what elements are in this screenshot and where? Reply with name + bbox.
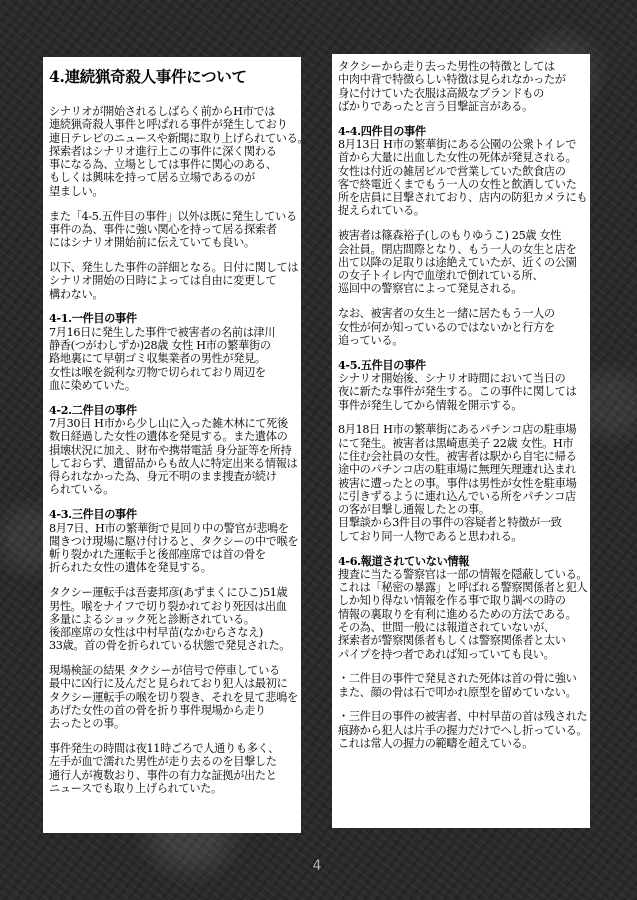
text-line: 会社員。閉店間際となり、もう一人の女生と店を — [338, 242, 577, 256]
right-column-body — [338, 60, 588, 751]
text-line: なお、被害者の女生と一緒に居たもう一人の — [338, 307, 555, 321]
text-line: 巡回中の警察官によって発見される。 — [338, 282, 523, 296]
text-line: タクシーから走り去った男性の特徴としては — [338, 60, 555, 73]
text-line: にはシナリオ開始前に伝えていても良い。 — [49, 236, 255, 250]
paragraph — [338, 423, 584, 543]
text-line: 捉えられている。 — [338, 204, 425, 218]
subsection-heading: 4-1.一件目の事件 — [49, 311, 137, 326]
paragraph — [49, 260, 299, 301]
text-line: 男性。喉をナイフで切り裂かれており死因は出血 — [49, 599, 287, 613]
text-line: の客が目撃し通報したとの事。 — [338, 503, 490, 517]
paragraph — [49, 210, 295, 250]
text-line: 斬り裂かれた運転手と後部座席では首の骨を — [49, 548, 266, 562]
page-number: 4 — [312, 858, 322, 874]
text-line: 多量によるショック死と診断されている。 — [49, 612, 255, 626]
text-line: 捜査に当たる警察官は一部の情報を隠蔽している。 — [338, 567, 588, 581]
text-line: 損壊状況に加え、財布や携帯電話 身分証等を所持 — [49, 443, 292, 457]
text-line: 得られなかった為、身元不明のまま捜査が続け — [49, 470, 277, 484]
text-line: 身に付けていた衣服は高級なブランドもの — [338, 86, 544, 100]
text-line: 望ましい。 — [49, 184, 104, 198]
text-line: 探索者が警察関係者もしくは警察関係者と太い — [338, 634, 566, 648]
text-line: 去ったとの事。 — [49, 717, 125, 731]
paragraph — [49, 742, 295, 795]
text-line: 以下、発生した事件の詳細となる。日付に関しては — [49, 260, 299, 274]
text-line: また「4-5.五件目の事件」以外は既に発生している — [49, 209, 297, 223]
text-line: ・二件目の事件で発見された死体は首の骨に強い — [338, 672, 577, 686]
subsection-heading: 4-4.四件目の事件 — [338, 123, 426, 138]
text-line: 7月16日に発生した事件で被害者の名前は津川 — [49, 325, 276, 339]
text-line: にて発生。被害者は黒崎恵美子 22歳 女性。H市 — [338, 436, 574, 450]
text-line: もしくは興味を持って居る立場であるのが — [49, 171, 255, 185]
right-text-panel — [332, 54, 590, 828]
text-line: 女性は付近の雑居ビルで営業していた飲食店の — [338, 164, 566, 178]
text-line: シナリオが開始されるしばらく前からH市では — [49, 105, 276, 118]
subsection-heading: 4-6.報道されていない情報 — [338, 553, 470, 568]
text-line: ニュースでも取り上げられていた。 — [49, 782, 222, 796]
text-line: の女子トイレ内で血塗れで倒れている所、 — [338, 269, 544, 283]
text-line: 7月30日 H市から少し山に入った雑木林にて死後 — [49, 416, 288, 430]
paragraph — [49, 105, 309, 198]
paragraph — [338, 553, 588, 661]
text-line: 女性が何か知っているのではないかと行方を — [338, 320, 555, 334]
text-line: これは「秘密の暴露」と呼ばれる警察関係者と犯人 — [338, 581, 588, 595]
text-line: 折られた女性の遺体を発見する。 — [49, 561, 212, 575]
text-line: ばかりであったと言う目撃証言がある。 — [338, 99, 533, 113]
paragraph — [49, 586, 295, 652]
section-title: 4.連続猟奇殺人事件について — [49, 67, 247, 86]
text-line: 出て以降の足取りは途絶えていたが、近くの公園 — [338, 255, 577, 269]
text-line: 途中のパチンコ店の駐車場に無理矢理連れ込まれ — [338, 463, 576, 477]
text-line: 左手が血で濡れた男性が走り去るのを目撃した — [49, 755, 277, 769]
text-line: 情報の裏取りを有利に進めるための方法である。 — [338, 607, 577, 621]
text-line: 被害に遭ったとの事。事件は男性が女性を駐車場 — [338, 476, 577, 490]
text-line: 女性は喉を鋭利な刃物で切られており周辺を — [49, 365, 266, 379]
text-line: 路地裏にて早朝ゴミ収集業者の男性が発見。 — [49, 352, 266, 366]
paragraph — [338, 60, 584, 113]
text-line: その為、世間一般には報道されていないが、 — [338, 620, 555, 634]
left-text-panel — [43, 57, 309, 833]
paragraph — [49, 312, 295, 392]
text-line: 8月13日 H市の繁華街にある公園の公衆トイレで — [338, 137, 577, 151]
text-line: 中肉中背で特徴らしい特徴は見られなかったが — [338, 73, 566, 87]
text-line: しており同一人物であると思われる。 — [338, 529, 523, 543]
text-line: しか知り得ない情報を作る事で取り調べの時の — [338, 594, 566, 608]
text-line: に住む会社員の女性。被害者は駅から自宅に帰る — [338, 449, 577, 463]
text-line: 事件が発生してから情報を開示する。 — [338, 398, 523, 412]
paragraph — [49, 664, 298, 731]
paragraph — [338, 307, 584, 347]
text-line: 連続猟奇殺人事件と呼ばれる事件が発生しており — [49, 118, 288, 132]
text-line: 通行人が複数おり、事件の有力な証拠が出たと — [49, 768, 277, 782]
paragraph — [338, 123, 588, 218]
text-line: 連日テレビのニュースや新聞に取り上げられている。 — [49, 131, 309, 145]
text-line: あげた女性の首の骨を折り事件現場から走り — [49, 704, 266, 718]
text-line: 数日経過した女性の遺体を発見する。また遺体の — [49, 430, 288, 444]
text-line: しておらず、遺留品からも故人に特定出来る情報は — [49, 456, 298, 470]
text-line: パイプを持つ者であれば知っていても良い。 — [338, 647, 555, 661]
text-line: 事件の為、事件に強い関心を持って居る探索者 — [49, 222, 277, 236]
text-line: 血に染めていた。 — [49, 378, 136, 392]
text-line: タクシー運転手の喉を切り裂き、それを見て悲鳴を — [49, 690, 298, 704]
paragraph — [338, 229, 584, 295]
text-line: 目撃談から3件目の事件の容疑者と特徴が一致 — [338, 516, 562, 530]
text-line: 痕跡から犯人は片手の握力だけでへし折っている。 — [338, 723, 588, 737]
text-line: また、顔の骨は石で叩かれ原型を留めていない。 — [338, 685, 577, 699]
left-column-body — [49, 105, 309, 796]
text-line: 後部座席の女性は中村早苗(なかむらさなえ) — [49, 626, 263, 640]
paragraph — [338, 710, 588, 751]
text-line: 客で終電近くまでもう一人の女性と飲酒していた — [338, 177, 577, 191]
text-line: 8月18日 H市の繁華街にあるパチンコ店の駐車場 — [338, 423, 577, 437]
paragraph — [338, 359, 584, 412]
text-line: 聞きつけ現場に駆け付けると、タクシーの中で喉を — [49, 534, 299, 548]
text-line: 現場検証の結果 タクシーが信号で停車している — [49, 664, 280, 678]
text-line: 探索者はシナリオ進行上この事件に深く関わる — [49, 144, 277, 158]
text-line: ・三件目の事件の被害者、中村早苗の首は残された — [338, 710, 588, 724]
text-line: 33歳。首の骨を折られている状態で発見された。 — [49, 639, 291, 653]
paragraph — [338, 672, 584, 699]
text-line: 事になる為、立場としては事件に関心のある、 — [49, 158, 277, 172]
text-line: 事件発生の時間は夜11時ごろで人通りも多く、 — [49, 742, 279, 756]
subsection-heading: 4-5.五件目の事件 — [338, 357, 426, 372]
text-line: に引きずるように連れ込んでいる所をパチンコ店 — [338, 489, 576, 503]
text-line: これは常人の握力の範疇を超えている。 — [338, 737, 534, 751]
text-line: 夜に新たな事件が発生する。この事件に関しては — [338, 385, 577, 399]
text-line: シナリオ開始の日時によっては自由に変更して — [49, 274, 277, 288]
subsection-heading: 4-2.二件目の事件 — [49, 402, 137, 417]
subsection-heading: 4-3.三件目の事件 — [49, 507, 137, 522]
text-line: 8月7日、H市の繁華街で見回り中の警官が悲鳴を — [49, 521, 289, 535]
text-line: 構わない。 — [49, 287, 104, 301]
text-line: シナリオ開始後、シナリオ時間において当日の — [338, 371, 566, 385]
text-line: 首から大量に出血した女性の死体が発見される。 — [338, 151, 577, 165]
paragraph — [49, 507, 299, 575]
text-line: られている。 — [49, 483, 115, 497]
text-line: 静香(つがわしずか)28歳 女性 H市の繁華街の — [49, 338, 271, 352]
text-line: タクシー運転手は吾妻邦彦(あずまくにひこ)51歳 — [49, 586, 288, 600]
text-line: 追っている。 — [338, 333, 404, 347]
text-line: 最中に凶行に及んだと見られており犯人は最初に — [49, 677, 288, 691]
text-line: 被害者は篠森裕子(しのもりゆうこ) 25歳 女性 — [338, 229, 562, 243]
paragraph — [49, 402, 298, 497]
text-line: 所を店員に目撃されており、店内の防犯カメラにも — [338, 191, 588, 205]
